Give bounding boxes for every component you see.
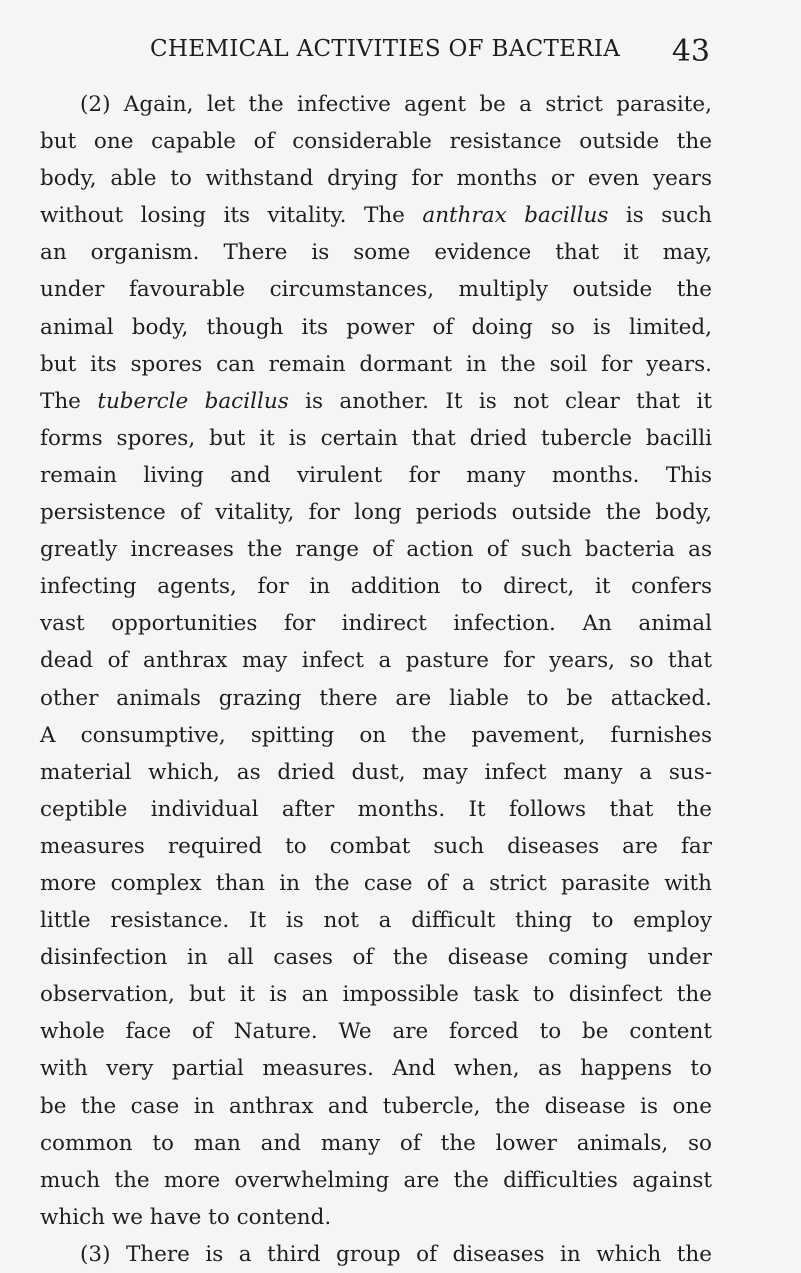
- text-run: The: [40, 388, 98, 414]
- text-line: little resistance. It is not a difficult thing to employ: [40, 908, 712, 934]
- text-line: remain living and virulent for many months. This: [40, 462, 712, 488]
- text-line: greatly increases the range of action of such bacteria as: [40, 537, 712, 563]
- text-line: more complex than in the case of a strict parasite with: [40, 870, 712, 896]
- text-line: (3) There is a third group of diseases in which the: [80, 1241, 712, 1267]
- text-line: other animals grazing there are liable to be attacked.: [40, 685, 712, 711]
- italic-term-tubercle-bacillus: tubercle bacillus: [97, 388, 289, 414]
- text-line: A consumptive, spitting on the pavement, furnishes: [40, 722, 712, 748]
- text-run: is such: [608, 203, 712, 229]
- page-number: 43: [671, 34, 710, 69]
- text-line: ceptible individual after months. It follows that the: [40, 796, 712, 822]
- text-line: animal body, though its power of doing so is limited,: [40, 314, 712, 340]
- page-header: [150, 36, 710, 76]
- body-text: [40, 86, 712, 1273]
- text-line: much the more overwhelming are the difficulties against: [40, 1167, 712, 1193]
- text-line: [40, 383, 712, 420]
- text-line: measures required to combat such diseases are far: [40, 833, 712, 859]
- text-line: whole face of Nature. We are forced to be content: [40, 1019, 712, 1045]
- text-line-paragraph-end: which we have to contend.: [40, 1204, 332, 1230]
- text-line: be the case in anthrax and tubercle, the disease is one: [40, 1093, 712, 1119]
- text-run: without losing its vitality. The: [40, 203, 423, 229]
- text-line: [40, 197, 712, 234]
- text-line: disinfection in all cases of the disease coming under: [40, 945, 712, 971]
- text-line: forms spores, but it is certain that dried tubercle bacilli: [40, 425, 712, 451]
- text-line: dead of anthrax may infect a pasture for years, so that: [40, 648, 712, 674]
- text-line: under favourable circumstances, multiply outside the: [40, 277, 712, 303]
- text-line: but one capable of considerable resistance outside the: [40, 129, 712, 155]
- text-line: material which, as dried dust, may infect many a sus-: [40, 759, 712, 785]
- text-line: observation, but it is an impossible task to disinfect the: [40, 982, 712, 1008]
- text-run: is another. It is not clear that it: [288, 388, 713, 414]
- text-line: body, able to withstand drying for months or even years: [40, 166, 712, 192]
- italic-term-anthrax-bacillus: anthrax bacillus: [422, 203, 609, 229]
- running-title: CHEMICAL ACTIVITIES OF BACTERIA: [150, 36, 621, 62]
- text-line: (2) Again, let the infective agent be a strict parasite,: [80, 92, 712, 117]
- text-line: an organism. There is some evidence that it may,: [40, 240, 712, 266]
- text-line: common to man and many of the lower animals, so: [40, 1130, 712, 1156]
- text-line: but its spores can remain dormant in the soil for years.: [40, 351, 712, 377]
- text-line: infecting agents, for in addition to direct, it confers: [40, 574, 712, 600]
- text-line: vast opportunities for indirect infection. An animal: [40, 611, 712, 637]
- text-line: with very partial measures. And when, as happens to: [40, 1056, 712, 1082]
- text-line: persistence of vitality, for long periods outside the body,: [40, 500, 712, 526]
